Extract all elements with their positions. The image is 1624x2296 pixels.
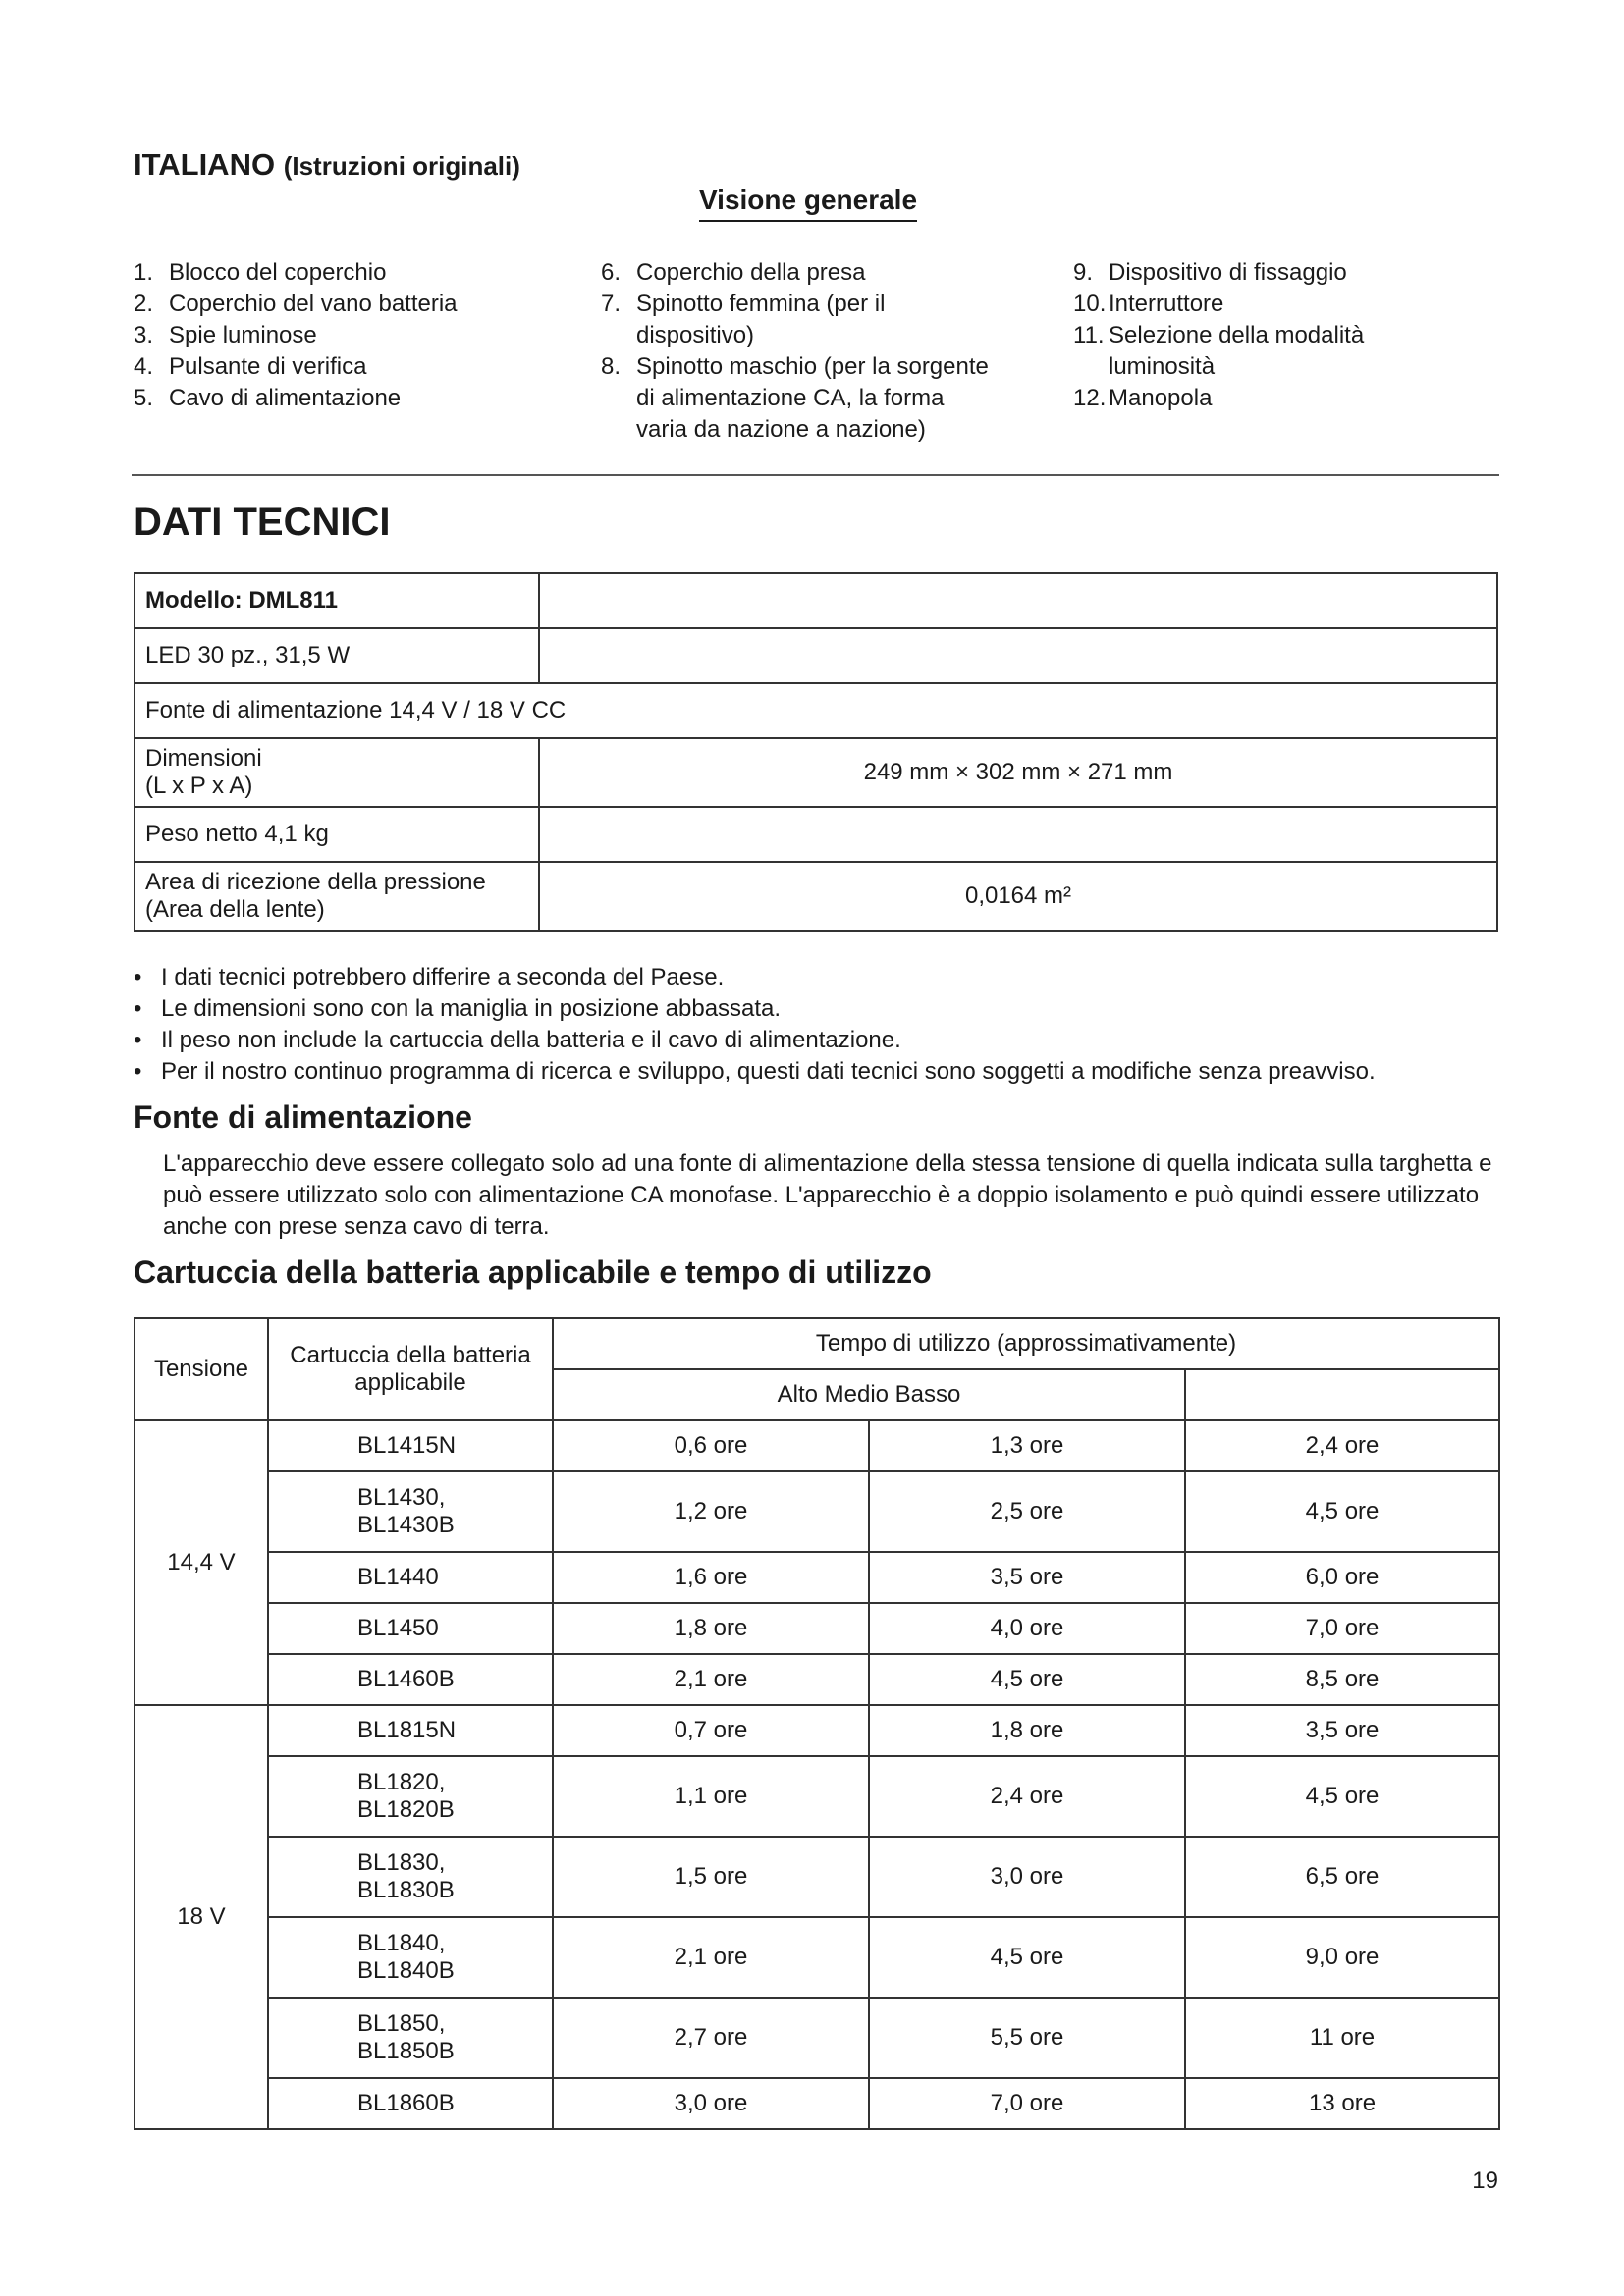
spec-label: Fonte di alimentazione 14,4 V / 18 V CC [135,683,1497,738]
spec-row [135,573,1497,628]
header-modes: Alto Medio Basso [553,1369,1185,1420]
overview-item-label: Dispositivo di fissaggio [1109,259,1347,286]
power-paragraph: L'apparecchio deve essere collegato solo ad una fonte di alimentazione della stessa tensione di quella indicata sulla targhetta e può essere utilizzato solo con alimentazione CA monofase. L'apparecchio è a doppio isolamento e può quindi essere utilizzato anche con prese senza cavo di terra. [163,1150,1492,1240]
spec-value: 249 mm × 302 mm × 271 mm [539,738,1497,807]
time-basso: 11 ore [1185,1998,1499,2078]
time-alto: 1,6 ore [553,1552,869,1603]
time-alto: 3,0 ore [553,2078,869,2129]
bullet-icon: • [134,964,142,990]
overview-item-number: 10. [1073,291,1107,317]
language-subtitle: (Istruzioni originali) [283,151,520,181]
language-heading [134,147,520,183]
spec-row [135,683,1497,738]
section-divider [132,474,1499,476]
time-medio: 1,8 ore [869,1705,1185,1756]
time-medio: 4,5 ore [869,1654,1185,1705]
overview-item [1073,320,1364,351]
bullet-icon: • [134,1027,142,1053]
battery-model: BL1460B [268,1654,553,1705]
overview-column-1 [134,257,458,414]
spec-label: LED 30 pz., 31,5 W [135,628,539,683]
time-medio: 5,5 ore [869,1998,1185,2078]
time-medio: 2,5 ore [869,1471,1185,1552]
overview-item-label: Blocco del coperchio [169,259,387,286]
overview-item [134,351,458,383]
header-time: Tempo di utilizzo (approssimativamente) [553,1318,1499,1369]
overview-item [1073,257,1364,289]
overview-item [1073,289,1364,320]
specs-title: DATI TECNICI [134,501,391,544]
battery-row [135,2078,1499,2129]
battery-header-row [135,1318,1499,1369]
overview-item-number: 1. [134,259,154,286]
battery-model: BL1860B [268,2078,553,2129]
spec-value [539,628,1497,683]
battery-model: BL1830, BL1830B [268,1837,553,1917]
spec-label: Area di ricezione della pressione (Area della lente) [135,862,539,931]
time-basso: 6,5 ore [1185,1837,1499,1917]
overview-item-label: Pulsante di verifica [169,353,367,380]
overview-item-label: Coperchio della presa [636,259,866,286]
battery-row [135,1654,1499,1705]
battery-row [135,1837,1499,1917]
spec-label: Modello: DML811 [135,573,539,628]
time-alto: 1,8 ore [553,1603,869,1654]
battery-model: BL1430, BL1430B [268,1471,553,1552]
overview-item [601,289,989,320]
overview-item [134,257,458,289]
time-basso: 9,0 ore [1185,1917,1499,1998]
overview-item [134,383,458,414]
time-basso: 8,5 ore [1185,1654,1499,1705]
battery-model: BL1815N [268,1705,553,1756]
spec-note-text: Per il nostro continuo programma di ricerca e sviluppo, questi dati tecnici sono soggetti a modifiche senza preavviso. [161,1058,1376,1085]
time-alto: 2,7 ore [553,1998,869,2078]
spec-row [135,738,1497,807]
page-number: 19 [1472,2167,1498,2194]
specs-table [134,572,1498,932]
battery-model: BL1440 [268,1552,553,1603]
overview-item-number: 7. [601,291,622,317]
overview-item-number: 2. [134,291,154,317]
specs-notes [134,962,1376,1088]
spec-note [134,1025,1376,1056]
spec-label: Dimensioni (L x P x A) [135,738,539,807]
battery-model: BL1840, BL1840B [268,1917,553,1998]
overview-item-number: 4. [134,353,154,380]
overview-column-3 [1073,257,1364,414]
overview-item-label: Spie luminose [169,322,317,348]
battery-model: BL1820, BL1820B [268,1756,553,1837]
spec-row [135,862,1497,931]
overview-item-continuation: varia da nazione a nazione) [636,416,926,443]
time-basso: 7,0 ore [1185,1603,1499,1654]
time-medio: 4,5 ore [869,1917,1185,1998]
spec-label: Peso netto 4,1 kg [135,807,539,862]
time-medio: 3,0 ore [869,1837,1185,1917]
overview-item-number: 11. [1073,322,1105,348]
spec-note-text: I dati tecnici potrebbero differire a seconda del Paese. [161,964,725,990]
battery-row [135,1471,1499,1552]
header-voltage: Tensione [135,1318,268,1420]
overview-item-label: Coperchio del vano batteria [169,291,458,317]
overview-item-number: 6. [601,259,622,286]
time-basso: 3,5 ore [1185,1705,1499,1756]
overview-item-label: Cavo di alimentazione [169,385,402,411]
time-medio: 1,3 ore [869,1420,1185,1471]
battery-row [135,1756,1499,1837]
battery-row [135,1552,1499,1603]
header-empty [1185,1369,1499,1420]
spec-note [134,1056,1376,1088]
spec-value: 0,0164 m² [539,862,1497,931]
overview-item-label: Spinotto maschio (per la sorgente [636,353,989,380]
overview-item-number: 5. [134,385,154,411]
overview-item-continuation: luminosità [1109,353,1216,380]
time-medio: 3,5 ore [869,1552,1185,1603]
overview-item-label: Selezione della modalità [1109,322,1365,348]
overview-item [601,351,989,383]
overview-item-number: 3. [134,322,154,348]
time-alto: 0,7 ore [553,1705,869,1756]
overview-item [134,289,458,320]
time-basso: 2,4 ore [1185,1420,1499,1471]
overview-item-label: Interruttore [1109,291,1224,317]
overview-item-continuation: dispositivo) [636,322,755,348]
header-cartridge: Cartuccia della batteria applicabile [268,1318,553,1420]
battery-row [135,1917,1499,1998]
battery-row [135,1705,1499,1756]
time-medio: 4,0 ore [869,1603,1185,1654]
overview-item [134,320,458,351]
language-label: ITALIANO [134,147,276,182]
spec-value [539,807,1497,862]
time-alto: 2,1 ore [553,1917,869,1998]
spec-note-text: Il peso non include la cartuccia della batteria e il cavo di alimentazione. [161,1027,901,1053]
voltage-cell: 14,4 V [135,1420,268,1705]
bullet-icon: • [134,1058,142,1085]
battery-title: Cartuccia della batteria applicabile e tempo di utilizzo [134,1255,932,1290]
battery-model: BL1450 [268,1603,553,1654]
battery-model: BL1850, BL1850B [268,1998,553,2078]
spec-row [135,628,1497,683]
battery-table [134,1317,1500,2130]
time-basso: 4,5 ore [1185,1756,1499,1837]
spec-note-text: Le dimensioni sono con la maniglia in posizione abbassata. [161,995,782,1022]
voltage-cell: 18 V [135,1705,268,2129]
spec-row [135,807,1497,862]
overview-item-number: 8. [601,353,622,380]
time-basso: 4,5 ore [1185,1471,1499,1552]
spec-note [134,962,1376,993]
bullet-icon: • [134,995,142,1022]
overview-item-label: Manopola [1109,385,1213,411]
overview-item-number: 9. [1073,259,1094,286]
overview-item-number: 12. [1073,385,1107,411]
overview-item-continuation: di alimentazione CA, la forma [636,385,945,411]
overview-item [1073,383,1364,414]
battery-model: BL1415N [268,1420,553,1471]
spec-note [134,993,1376,1025]
time-medio: 7,0 ore [869,2078,1185,2129]
battery-row [135,1420,1499,1471]
time-alto: 1,2 ore [553,1471,869,1552]
time-alto: 2,1 ore [553,1654,869,1705]
time-alto: 0,6 ore [553,1420,869,1471]
battery-row [135,1998,1499,2078]
battery-row [135,1603,1499,1654]
time-basso: 13 ore [1185,2078,1499,2129]
overview-column-2 [601,257,989,446]
time-medio: 2,4 ore [869,1756,1185,1837]
overview-item-label: Spinotto femmina (per il [636,291,886,317]
overview-title: Visione generale [699,185,917,222]
time-alto: 1,5 ore [553,1837,869,1917]
time-basso: 6,0 ore [1185,1552,1499,1603]
power-title: Fonte di alimentazione [134,1099,472,1135]
spec-value [539,573,1497,628]
overview-item [601,257,989,289]
time-alto: 1,1 ore [553,1756,869,1837]
